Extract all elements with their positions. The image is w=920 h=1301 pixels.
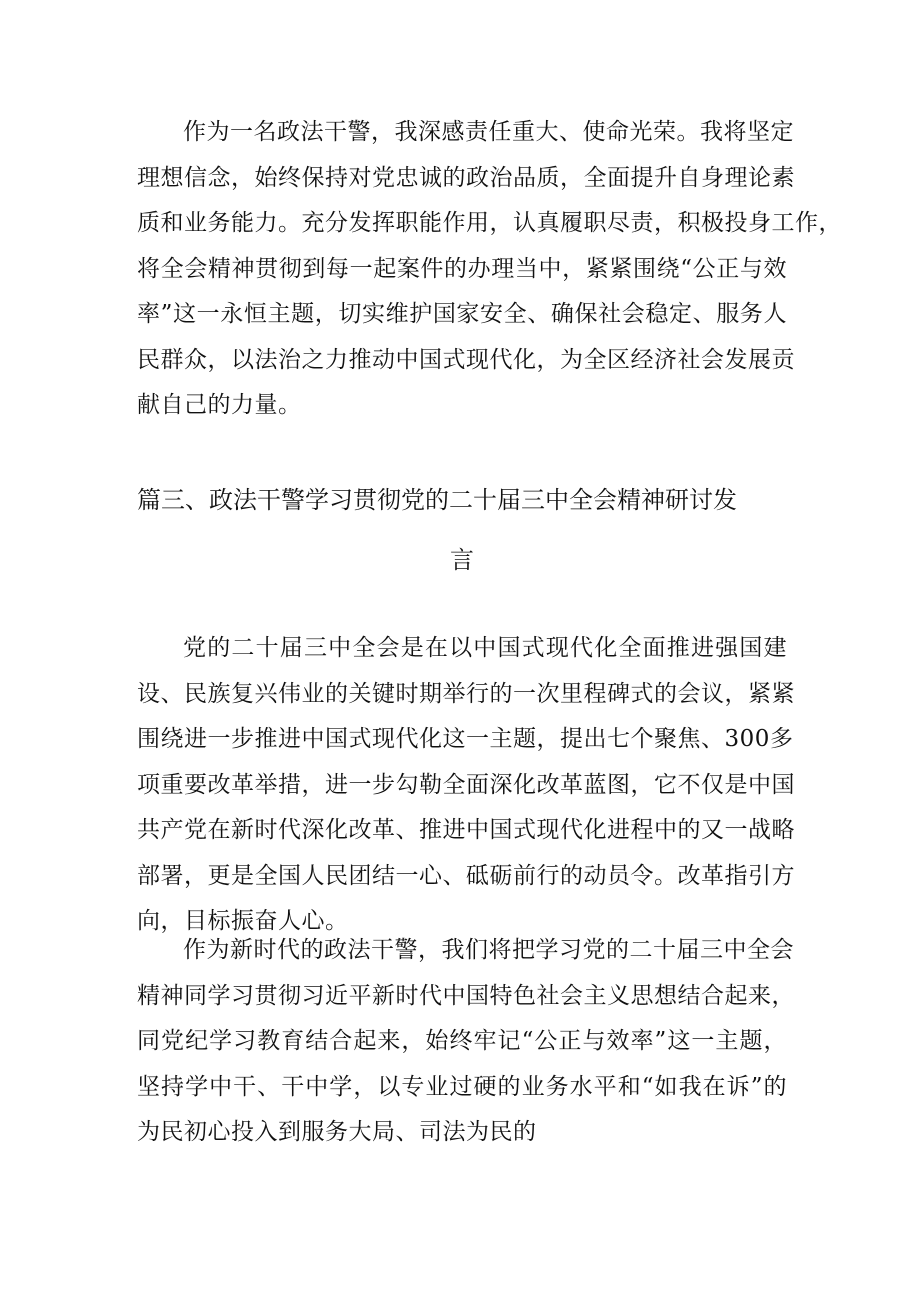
- paragraph-line: 向，目标振奋人心。: [137, 908, 349, 934]
- paragraph-line: 作为新时代的政法干警，我们将把学习党的二十届三中全会: [183, 937, 794, 963]
- body-paragraph-2: [137, 626, 795, 945]
- section-heading-line-1: 篇三、政法干警学习贯彻党的二十届三中全会精神研讨发: [137, 486, 737, 514]
- paragraph-line: 同党纪学习教育结合起来，始终牢记“公正与效率”这一主题，: [137, 1028, 787, 1054]
- paragraph-line: 精神同学习贯彻习近平新时代中国特色社会主义思想结合起来，: [137, 982, 795, 1009]
- paragraph-line: 作为一名政法干警，我深感责任重大、使命光荣。我将坚定: [183, 119, 794, 145]
- paragraph-line: 理想信念，始终保持对党忠诚的政治品质，全面提升自身理论素: [137, 164, 795, 191]
- paragraph-line: 部署，更是全国人民团结一心、砥砺前行的动员令。改革指引方: [137, 862, 795, 889]
- paragraph-line: 将全会精神贯彻到每一起案件的办理当中，紧紧围绕“公正与效: [137, 255, 787, 282]
- paragraph-line: 质和业务能力。充分发挥职能作用，认真履职尽责，积极投身工作，: [137, 210, 842, 236]
- paragraph-line: 率”这一永恒主题，切实维护国家安全、确保社会稳定、服务人: [137, 301, 787, 327]
- section-heading: [137, 470, 787, 590]
- paragraph-line: 献自己的力量。: [137, 392, 302, 418]
- paragraph-line: 共产党在新时代深化改革、推进中国式现代化进程中的又一战略: [137, 817, 795, 843]
- paragraph-line: 为民初心投入到服务大局、司法为民的: [137, 1119, 537, 1145]
- paragraph-line: 党的二十届三中全会是在以中国式现代化全面推进强国建: [183, 635, 787, 661]
- paragraph-line: 围绕进一步推进中国式现代化这一主题，提出七个聚焦、300多: [137, 726, 794, 752]
- paragraph-line: 民群众，以法治之力推动中国式现代化，为全区经济社会发展贡: [137, 346, 795, 373]
- paragraph-line: 坚持学中干、干中学，以专业过硬的业务水平和“如我在诉”的: [137, 1073, 787, 1100]
- body-paragraph-3: [137, 928, 795, 1156]
- body-paragraph-1: [137, 110, 842, 429]
- section-heading-line-2: 言: [450, 546, 474, 574]
- paragraph-line: 设、民族复兴伟业的关键时期举行的一次里程碑式的会议，紧紧: [137, 680, 795, 707]
- paragraph-line: 项重要改革举措，进一步勾勒全面深化改革蓝图，它不仅是中国: [137, 771, 795, 798]
